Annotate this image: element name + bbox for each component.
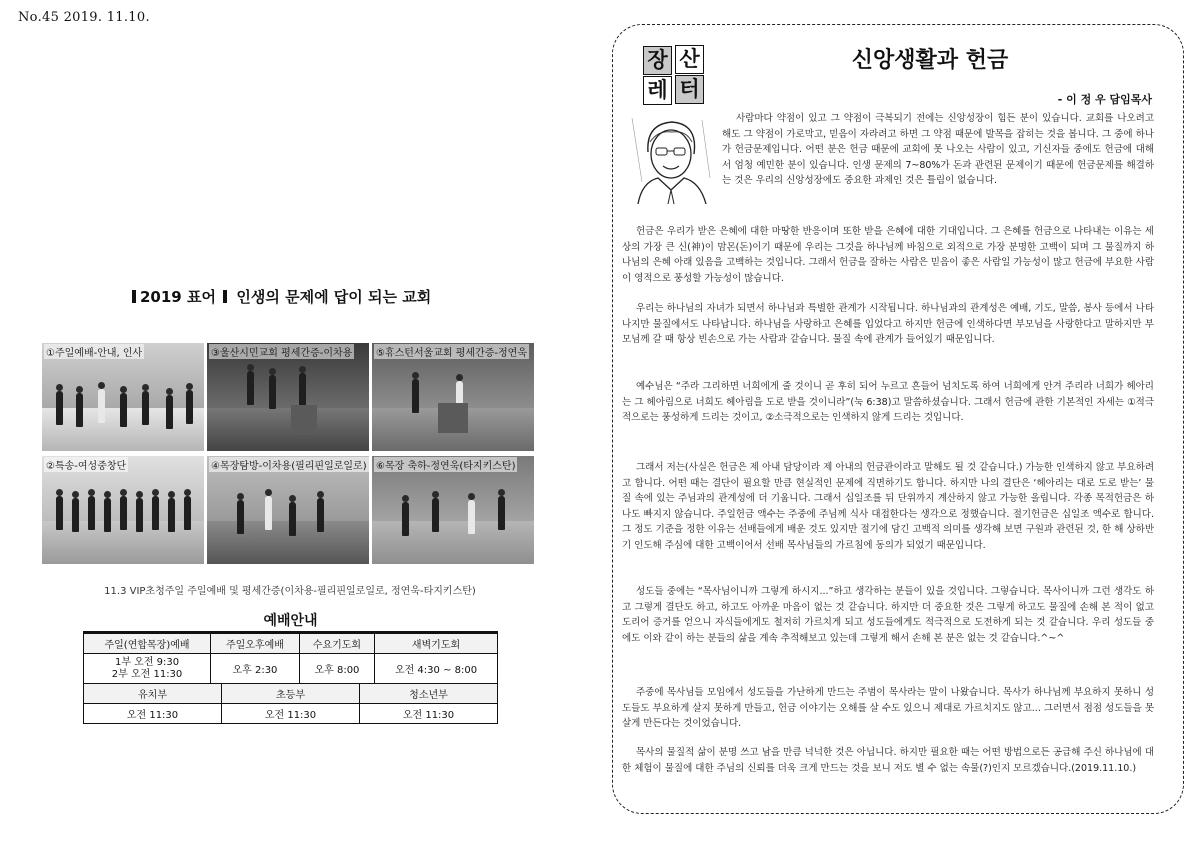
photo-caption: ④목장탐방-이차용(필리핀일로일로) xyxy=(209,457,369,472)
table-cell: 오전 11:30 xyxy=(84,704,222,724)
issue-number-date: No.45 2019. 11.10. xyxy=(18,10,150,25)
worship-schedule-title: 예배안내 xyxy=(83,610,498,633)
column-badge: 산 xyxy=(675,45,704,74)
motto-year: 2019 표어 xyxy=(140,288,216,306)
photo-caption: ⑤휴스턴서울교회 평세간증-정연욱 xyxy=(374,344,529,359)
church-motto-headline xyxy=(132,286,472,307)
table-header: 유치부 xyxy=(84,684,222,704)
table-header: 주일오후예배 xyxy=(211,634,300,654)
table-header: 초등부 xyxy=(222,684,360,704)
table-cell: 오후 8:00 xyxy=(299,654,374,684)
table-header: 수요기도회 xyxy=(299,634,374,654)
photo-section-caption: 11.3 VIP초청주일 주일예배 및 평세간증(이차용-필리핀일로일로, 정연욱-타지키스탄) xyxy=(104,586,476,597)
table-cell: 오전 4:30 ~ 8:00 xyxy=(375,654,498,684)
table-cell: 오전 11:30 xyxy=(360,704,498,724)
table-header: 주일(연합목장)예배 xyxy=(84,634,211,654)
service-time-2: 2부 오전 11:30 xyxy=(111,668,183,680)
photo-worship-greeting xyxy=(42,343,204,451)
pastor-portrait-sketch xyxy=(628,112,714,204)
photo-mokjang-visit xyxy=(207,456,369,564)
letter-title: 신앙생활과 헌금 xyxy=(851,48,1009,73)
worship-table xyxy=(83,633,498,684)
worship-schedule xyxy=(83,610,498,724)
table-cell: 오전 11:30 xyxy=(222,704,360,724)
letter-paragraph: 예수님은 “주라 그리하면 너희에게 줄 것이니 곧 후히 되어 누르고 흔들어 넘치도록 하여 너희에게 안겨 주리라 너희가 헤아리는 그 헤아림으로 너희도 헤아림을 도로 받을 것이니라”(눅 6:38)고 말씀하셨습니다. 그래서 헌금에 관한 기본적인 자세는 ①적극적으로는 풍성하게 드리는 것이고, ②소극적으로는 인색하지 않게 드리는 것입니다. xyxy=(622,381,1154,423)
letter-paragraph: 주중에 목사님들 모임에서 성도들을 가난하게 만드는 주범이 목사라는 말이 나왔습니다. 목사가 하나님께 부요하지 못하니 성도들도 부요하게 살지 못하게 만들고, 헌금 이야기는 오해를 살 수도 있으니 제대로 가르치지도 않고... 그러면서 점점 성도들을 못 살게 만든다는 것이었습니다. xyxy=(622,687,1154,729)
photo-choir xyxy=(42,456,204,564)
column-badge: 터 xyxy=(675,75,704,104)
photo-grid xyxy=(42,343,535,565)
letter-paragraph: 헌금은 우리가 받은 은혜에 대한 마땅한 반응이며 또한 받을 은혜에 대한 기대입니다. 그 은혜를 헌금으로 나타내는 이유는 세상의 가장 큰 신(神)이 맘몬(돈)이기 때문에 우리는 그것을 하나님께 바침으로 외적으로 가장 분명한 고백이 되며 그 물질까지 하나님의 은혜 아래 있음을 고백하는 것입니다. 그래서 헌금을 잘하는 사람은 믿음이 좋은 사람일 가능성이 많고 헌금에 부요한 사람이 영적으로 풍성할 가능성이 많습니다. xyxy=(622,226,1154,284)
photo-testimony-2 xyxy=(372,343,534,451)
table-header: 청소년부 xyxy=(360,684,498,704)
column-badge: 장 xyxy=(643,46,672,75)
headline-bar xyxy=(132,290,136,303)
table-cell xyxy=(84,654,211,684)
letter-author: - 이 정 우 담임목사 xyxy=(1057,93,1152,106)
photo-celebration xyxy=(372,456,534,564)
letter-paragraph: 사람마다 약점이 있고 그 약점이 극복되기 전에는 신앙성장이 힘든 분이 있습니다. 교회를 나오려고 해도 그 약점이 가로막고, 믿음이 자라려고 하면 그 약점 때문에 발목을 잡히는 것을 봅니다. 그 중에 하나가 헌금문제입니다. 어떤 분은 헌금 때문에 교회에 못 나오는 사람이 있고, 기신자들 중에도 헌금에 대해서 엄청 예민한 분이 있습니다. 인생 문제의 7~80%가 돈과 관련된 문제이기 때문에 헌금문제를 해결하는 것은 우리의 신앙성장에도 중요한 과제인 것은 틀림이 없습니다. xyxy=(722,113,1154,186)
photo-caption: ①주일예배-안내, 인사 xyxy=(44,344,144,359)
table-header: 새벽기도회 xyxy=(375,634,498,654)
letter-paragraph: 성도들 중에는 “목사님이니까 그렇게 하시지...”하고 생각하는 분들이 있을 것입니다. 그렇습니다. 목사이니까 그런 생각도 하고 그렇게 결단도 하고, 하고도 아까운 마음이 없는 것 같습니다. 하지만 더 중요한 것은 그렇게 하고도 물질에 손해 본 적이 없고 도리어 증거를 얻으니 자식들에게도 철저히 가르치게 되고 성도들에게도 적극적으로 도전하게 되는 것 같습니다. 우리 성도들 중에도 이와 같이 하는 분들의 삶을 계속 추적해보고 있는데 그렇게 해서 손해 본 분은 없는 것 같습니다.^~^ xyxy=(622,586,1154,644)
service-time-1: 1부 오전 9:30 xyxy=(114,656,180,668)
photo-testimony-1 xyxy=(207,343,369,451)
letter-paragraph: 목사의 물질적 삶이 분명 쓰고 남을 만큼 넉넉한 것은 아닙니다. 하지만 필요한 때는 어떤 방법으로든 공급해 주신 하나님에 대한 체험이 물질에 대한 주님의 신뢰를 더욱 크게 만드는 것을 보니 저도 별 수 없는 속물(?)인지 모르겠습니다.(2019.11.10.) xyxy=(622,747,1154,774)
headline-bar xyxy=(223,290,227,303)
photo-caption: ⑥목장 축하-정연욱(타지키스탄) xyxy=(374,457,517,472)
column-badge: 레 xyxy=(643,76,672,105)
table-cell: 오후 2:30 xyxy=(211,654,300,684)
motto-text: 인생의 문제에 답이 되는 교회 xyxy=(236,288,432,306)
photo-caption: ②특송-여성중창단 xyxy=(44,457,128,472)
education-table xyxy=(83,683,498,724)
photo-caption: ③울산시민교회 평세간증-이차용 xyxy=(209,344,354,359)
letter-paragraph: 우리는 하나님의 자녀가 되면서 하나님과 특별한 관계가 시작됩니다. 하나님과의 관계성은 예배, 기도, 말씀, 봉사 등에서 나타나지만 물질에서도 나타납니다. 하나님을 사랑하고 은혜를 입었다고 하지만 헌금에 인색하다면 부모님을 사랑한다고 말하지만 부모님께 갈 때 항상 빈손으로 가는 사람과 같습니다. 물질 속에 관계가 들어있기 때문입니다. xyxy=(622,303,1154,345)
letter-paragraph: 그래서 저는(사실은 헌금은 제 아내 담당이라 제 아내의 헌금관이라고 말해도 될 것 같습니다.) 가능한 인색하지 않고 부요하려고 합니다. 어떤 때는 결단이 필요할 만큼 현실적인 문제에 직면하기도 합니다. 하지만 나의 결단은 ‘헤아리는 대로 도로 받는’ 물질 속에 있는 주님과의 관계성에 더 기웁니다. 그래서 십일조를 뒤 단위까지 계산하지 않고 가능한 올립니다. 각종 목적헌금은 하나도 빠지지 않습니다. 주일헌금 액수는 주중에 주님께 식사 대접한다는 생각으로 정했습니다. 절기헌금은 십일조 액수로 합니다. 그 정도 기준을 정한 이유는 선배들에게 배운 것도 있지만 절기에 담긴 고백적 의미를 생각해 보면 구원과 관련된 것, 한 해 상하반기 인도해 주심에 대한 고백이어서 선배 목사님들의 가르침에 동의가 되었기 때문입니다. xyxy=(622,462,1154,551)
